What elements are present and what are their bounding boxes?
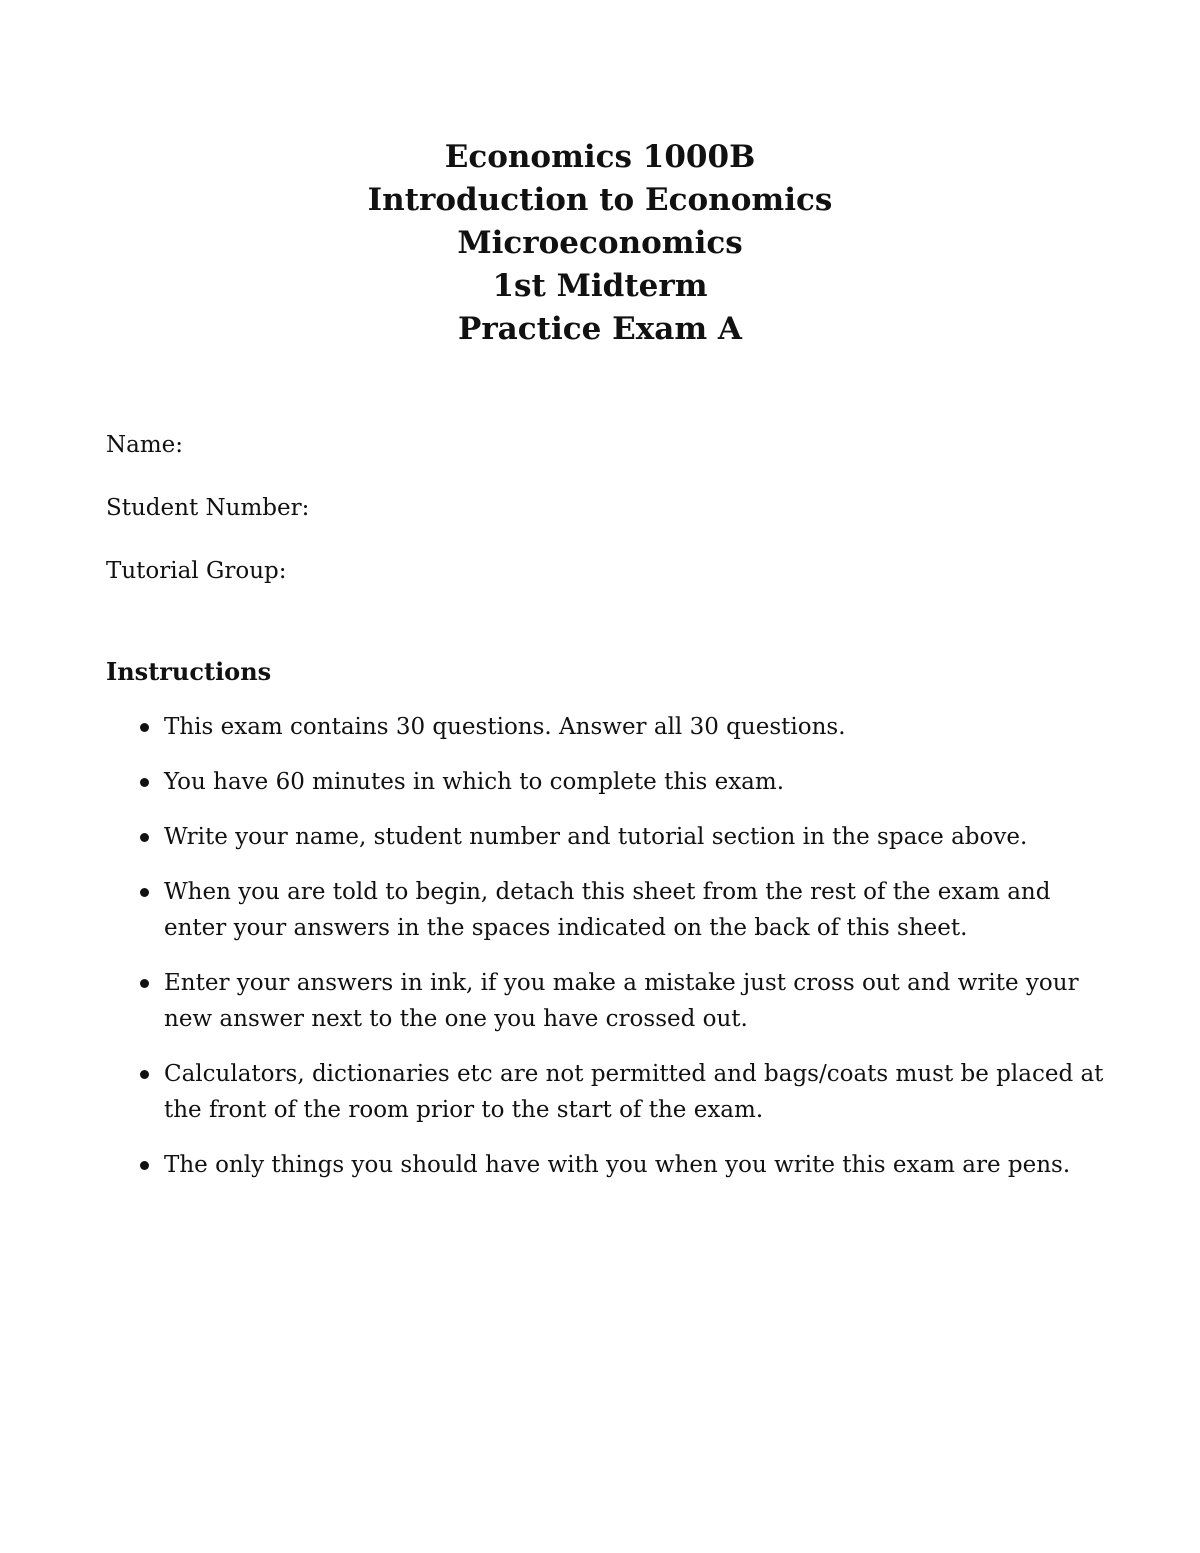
bullet-icon xyxy=(140,1070,149,1079)
bullet-icon xyxy=(140,723,149,732)
course-code: Economics 1000B xyxy=(444,139,756,175)
instruction-text: Calculators, dictionaries etc are not permitted and bags/coats must be placed at the front of the room prior to the start of the exam. xyxy=(164,1061,1104,1123)
list-item xyxy=(136,764,1111,800)
instruction-text: When you are told to begin, detach this sheet from the rest of the exam and enter your answers in the spaces indicated on the back of this sheet. xyxy=(164,879,1051,941)
exam-type: 1st Midterm xyxy=(492,268,708,304)
instruction-text: Write your name, student number and tutorial section in the space above. xyxy=(164,824,1028,850)
list-item xyxy=(136,874,1111,946)
instruction-text: Enter your answers in ink, if you make a mistake just cross out and write your new answer next to the one you have crossed out. xyxy=(164,970,1079,1032)
bullet-icon xyxy=(140,979,149,988)
student-number-label: Student Number: xyxy=(106,495,310,521)
instruction-text: This exam contains 30 questions. Answer all 30 questions. xyxy=(164,714,846,740)
instruction-text: You have 60 minutes in which to complete this exam. xyxy=(164,769,785,795)
student-info-fields xyxy=(106,428,309,617)
instructions-heading: Instructions xyxy=(106,657,272,686)
list-item xyxy=(136,1056,1111,1128)
course-title: Introduction to Economics xyxy=(367,182,833,218)
instruction-text: The only things you should have with you when you write this exam are pens. xyxy=(164,1152,1071,1178)
list-item xyxy=(136,709,1111,745)
course-subject: Microeconomics xyxy=(457,225,743,261)
bullet-icon xyxy=(140,888,149,897)
list-item xyxy=(136,965,1111,1037)
list-item xyxy=(136,819,1111,855)
bullet-icon xyxy=(140,1161,149,1170)
exam-version: Practice Exam A xyxy=(458,311,742,347)
tutorial-group-label: Tutorial Group: xyxy=(106,558,287,584)
bullet-icon xyxy=(140,833,149,842)
bullet-icon xyxy=(140,778,149,787)
instructions-list xyxy=(136,709,1111,1202)
list-item xyxy=(136,1147,1111,1183)
name-label: Name: xyxy=(106,432,184,458)
exam-title-block xyxy=(0,136,1200,351)
